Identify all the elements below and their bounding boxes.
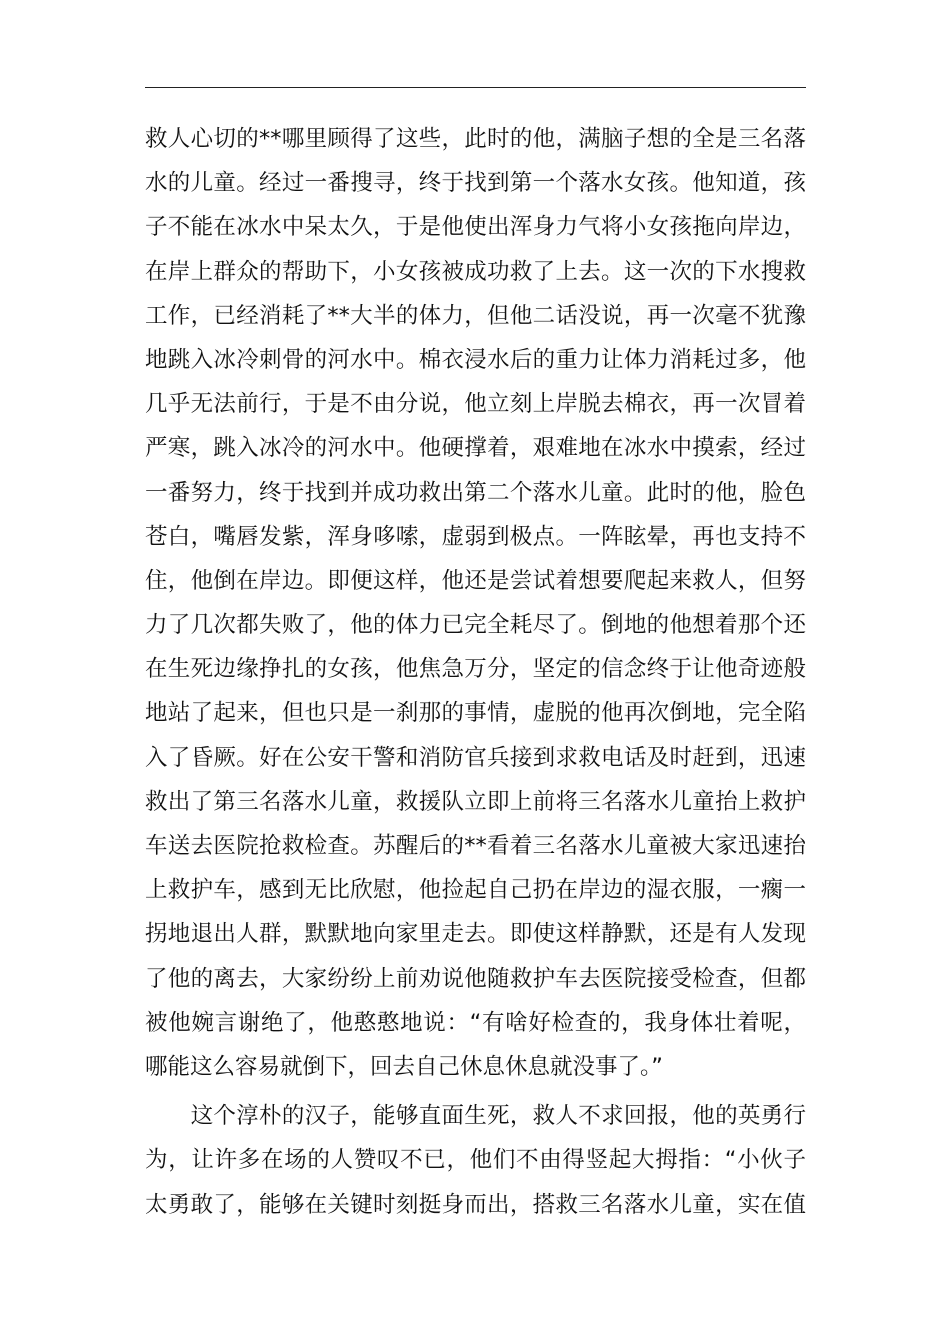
body-text bbox=[145, 117, 806, 1227]
text-line: 一番努力，终于找到并成功救出第二个落水儿童。此时的他，脸色 bbox=[145, 479, 806, 506]
text-line: 住，他倒在岸边。即便这样，他还是尝试着想要爬起来救人，但努 bbox=[145, 567, 806, 594]
text-line: 了他的离去，大家纷纷上前劝说他随救护车去医院接受检查，但都 bbox=[145, 965, 806, 992]
text-line: 地跳入冰冷刺骨的河水中。棉衣浸水后的重力让体力消耗过多，他 bbox=[145, 346, 806, 373]
text-line: 几乎无法前行，于是不由分说，他立刻上岸脱去棉衣，再一次冒着 bbox=[145, 391, 806, 418]
text-line: 救出了第三名落水儿童，救援队立即上前将三名落水儿童抬上救护 bbox=[145, 788, 806, 815]
text-line: 在岸上群众的帮助下，小女孩被成功救了上去。这一次的下水搜救 bbox=[145, 258, 806, 285]
text-line: 在生死边缘挣扎的女孩，他焦急万分，坚定的信念终于让他奇迹般 bbox=[145, 656, 806, 683]
text-line: 车送去医院抢救检查。苏醒后的**看着三名落水儿童被大家迅速抬 bbox=[145, 833, 806, 859]
header-rule bbox=[145, 87, 806, 88]
text-line: 苍白，嘴唇发紫，浑身哆嗦，虚弱到极点。一阵眩晕，再也支持不 bbox=[145, 523, 806, 550]
text-line: 救人心切的**哪里顾得了这些，此时的他，满脑子想的全是三名落 bbox=[145, 126, 806, 152]
paragraph-1 bbox=[145, 117, 806, 1089]
text-line: 水的儿童。经过一番搜寻，终于找到第一个落水女孩。他知道，孩 bbox=[145, 170, 806, 197]
text-line: 拐地退出人群，默默地向家里走去。即使这样静默，还是有人发现 bbox=[145, 921, 806, 948]
text-line: 子不能在冰水中呆太久，于是他使出浑身力气将小女孩拖向岸边， bbox=[145, 214, 806, 241]
text-line: 工作，已经消耗了**大半的体力，但他二话没说，再一次毫不犹豫 bbox=[145, 302, 806, 329]
text-line: 太勇敢了，能够在关键时刻挺身而出，搭救三名落水儿童，实在值 bbox=[145, 1191, 806, 1218]
text-line: 这个淳朴的汉子，能够直面生死，救人不求回报，他的英勇行 bbox=[145, 1103, 806, 1130]
text-line: 严寒，跳入冰冷的河水中。他硬撑着，艰难地在冰水中摸索，经过 bbox=[145, 435, 806, 462]
text-line: 力了几次都失败了，他的体力已完全耗尽了。倒地的他想着那个还 bbox=[145, 612, 806, 639]
text-line: 地站了起来，但也只是一刹那的事情，虚脱的他再次倒地，完全陷 bbox=[145, 700, 806, 727]
text-line: 上救护车，感到无比欣慰，他捡起自己扔在岸边的湿衣服，一瘸一 bbox=[145, 877, 806, 904]
text-line: 哪能这么容易就倒下，回去自己休息休息就没事了。” bbox=[145, 1053, 663, 1080]
text-line: 为，让许多在场的人赞叹不已，他们不由得竖起大拇指：“小伙子 bbox=[145, 1147, 806, 1174]
text-line: 入了昏厥。好在公安干警和消防官兵接到求救电话及时赶到，迅速 bbox=[145, 744, 806, 771]
paragraph-2 bbox=[145, 1094, 806, 1227]
text-line: 被他婉言谢绝了，他憨憨地说：“有啥好检查的，我身体壮着呢， bbox=[145, 1009, 806, 1036]
